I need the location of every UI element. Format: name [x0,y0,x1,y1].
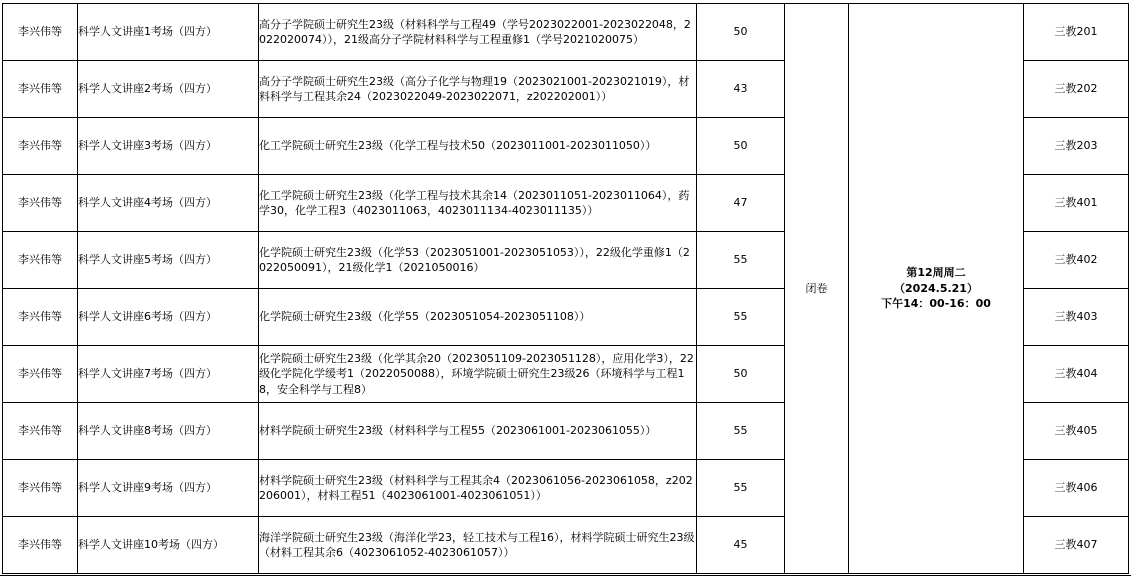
course-cell: 科学人文讲座4考场（四方） [78,175,259,232]
exam-schedule-table [2,3,1129,574]
student-count-cell: 45 [697,517,785,574]
student-count-cell: 43 [697,61,785,118]
room-cell: 三教201 [1024,4,1129,61]
classes-cell: 化工学院硕士研究生23级（化学工程与技术50（2023011001-2023011050）） [259,118,697,175]
teacher-cell: 李兴伟等 [3,289,78,346]
teacher-cell: 李兴伟等 [3,4,78,61]
teacher-cell: 李兴伟等 [3,175,78,232]
exam-mode-cell: 闭卷 [785,4,849,574]
teacher-cell: 李兴伟等 [3,460,78,517]
schedule-body [3,4,1129,574]
student-count-cell: 55 [697,289,785,346]
course-cell: 科学人文讲座5考场（四方） [78,232,259,289]
student-count-cell: 55 [697,403,785,460]
room-cell: 三教405 [1024,403,1129,460]
exam-time-date: （2024.5.21） [894,281,978,295]
student-count-cell: 55 [697,232,785,289]
teacher-cell: 李兴伟等 [3,517,78,574]
room-cell: 三教202 [1024,61,1129,118]
room-cell: 三教402 [1024,232,1129,289]
student-count-cell: 47 [697,175,785,232]
room-cell: 三教407 [1024,517,1129,574]
student-count-cell: 50 [697,346,785,403]
course-cell: 科学人文讲座10考场（四方） [78,517,259,574]
table-row [3,4,1129,61]
teacher-cell: 李兴伟等 [3,346,78,403]
classes-cell: 化学院硕士研究生23级（化学其余20（2023051109-2023051128），应用化学3），22级化学院化学缓考1（2022050088），环境学院硕士研究生23级26（环境科学与工程18，安全科学与工程8） [259,346,697,403]
room-cell: 三教404 [1024,346,1129,403]
student-count-cell: 50 [697,118,785,175]
room-cell: 三教203 [1024,118,1129,175]
classes-cell: 化学院硕士研究生23级（化学55（2023051054-2023051108）） [259,289,697,346]
exam-time-cell [849,4,1024,574]
course-cell: 科学人文讲座2考场（四方） [78,61,259,118]
course-cell: 科学人文讲座9考场（四方） [78,460,259,517]
classes-cell: 化工学院硕士研究生23级（化学工程与技术其余14（2023011051-2023011064），药学30，化学工程3（4023011063，4023011134-4023011135）） [259,175,697,232]
room-cell: 三教406 [1024,460,1129,517]
exam-time-week: 第12周周二 [906,266,966,280]
teacher-cell: 李兴伟等 [3,403,78,460]
bottom-rule [0,575,1131,576]
course-cell: 科学人文讲座3考场（四方） [78,118,259,175]
course-cell: 科学人文讲座1考场（四方） [78,4,259,61]
teacher-cell: 李兴伟等 [3,61,78,118]
exam-time-period: 下午14：00-16：00 [881,297,991,311]
room-cell: 三教403 [1024,289,1129,346]
classes-cell: 化学院硕士研究生23级（化学53（2023051001-2023051053）），22级化学重修1（2022050091），21级化学1（2021050016） [259,232,697,289]
classes-cell: 高分子学院硕士研究生23级（材料科学与工程49（学号2023022001-2023022048，2022020074）），21级高分子学院材料科学与工程重修1（学号2021020075） [259,4,697,61]
classes-cell: 材料学院硕士研究生23级（材料科学与工程其余4（2023061056-2023061058，z202206001），材料工程51（4023061001-4023061051）） [259,460,697,517]
course-cell: 科学人文讲座7考场（四方） [78,346,259,403]
teacher-cell: 李兴伟等 [3,118,78,175]
student-count-cell: 50 [697,4,785,61]
teacher-cell: 李兴伟等 [3,232,78,289]
room-cell: 三教401 [1024,175,1129,232]
classes-cell: 海洋学院硕士研究生23级（海洋化学23，轻工技术与工程16），材料学院硕士研究生23级（材料工程其余6（4023061052-4023061057）） [259,517,697,574]
course-cell: 科学人文讲座6考场（四方） [78,289,259,346]
classes-cell: 高分子学院硕士研究生23级（高分子化学与物理19（2023021001-2023021019），材料科学与工程其余24（2023022049-2023022071，z202202001）） [259,61,697,118]
course-cell: 科学人文讲座8考场（四方） [78,403,259,460]
classes-cell: 材料学院硕士研究生23级（材料科学与工程55（2023061001-2023061055）） [259,403,697,460]
student-count-cell: 55 [697,460,785,517]
